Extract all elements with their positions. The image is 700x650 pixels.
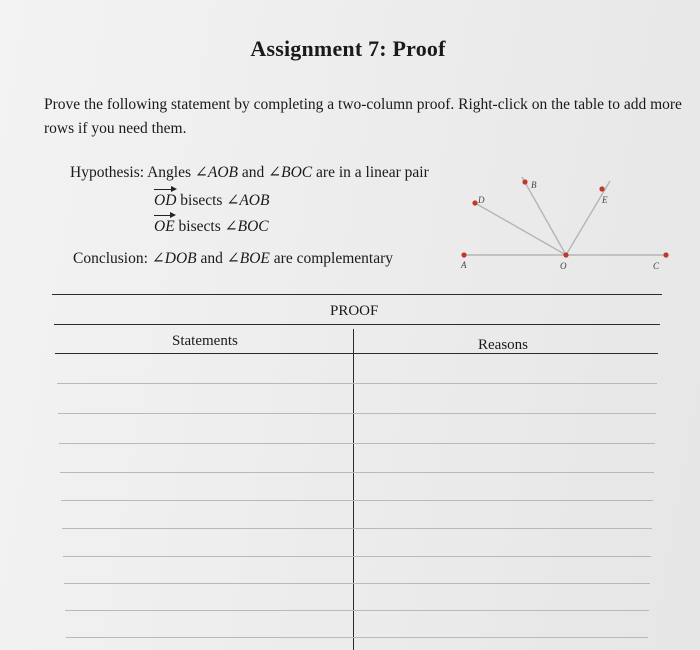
table-row[interactable]: [62, 528, 652, 529]
hypothesis-line-1: [70, 163, 429, 182]
table-row[interactable]: [64, 583, 650, 584]
label-a: A: [461, 260, 467, 270]
conclusion-line: [73, 249, 393, 268]
table-row[interactable]: [57, 383, 657, 384]
bisects-text-1: bisects: [176, 192, 227, 209]
table-row[interactable]: [60, 472, 654, 473]
conclusion-text: are complementary: [269, 250, 393, 267]
label-o: O: [560, 261, 567, 271]
table-row[interactable]: [61, 500, 653, 501]
angle-boc-2: ∠BOC: [224, 218, 269, 235]
instructions-text: Prove the following statement by completing a two-column proof. Right-click on the table to add more rows if you need them.: [44, 96, 682, 137]
table-row[interactable]: [65, 610, 649, 611]
ray-od-line: [475, 203, 566, 255]
label-b: B: [531, 180, 537, 190]
label-e: E: [602, 195, 608, 205]
point-a: [461, 252, 466, 257]
label-d: D: [478, 195, 485, 205]
hypothesis-label: Hypothesis:: [70, 164, 145, 181]
conclusion-label: Conclusion:: [73, 250, 148, 267]
hypothesis-text-a: Angles: [147, 164, 195, 181]
statements-header: Statements: [172, 333, 238, 349]
table-row[interactable]: [63, 556, 651, 557]
page-title: Assignment 7: Proof: [250, 36, 446, 61]
angle-aob: ∠AOB: [194, 164, 239, 181]
table-row[interactable]: [66, 637, 648, 638]
hypothesis-line-3: [154, 217, 269, 236]
point-e: [599, 186, 604, 191]
header-top-rule: [54, 324, 660, 325]
point-d: [472, 200, 477, 205]
conclusion-and: and: [196, 250, 227, 267]
bisects-text-2: bisects: [174, 218, 225, 235]
table-row[interactable]: [59, 443, 655, 444]
column-divider: [353, 329, 354, 650]
angle-dob: ∠DOB: [151, 250, 197, 267]
hypothesis-text-b: are in a linear pair: [312, 164, 429, 181]
table-top-rule: [52, 294, 662, 295]
point-c: [663, 252, 668, 257]
hypothesis-and: and: [238, 164, 269, 181]
ray-ob-line: [522, 177, 566, 255]
reasons-header: Reasons: [478, 337, 528, 353]
ray-od: OD: [154, 192, 177, 209]
angle-aob-2: ∠AOB: [226, 192, 270, 209]
ray-oe: OE: [154, 218, 175, 235]
point-o: [563, 252, 568, 257]
table-row[interactable]: [58, 413, 656, 414]
proof-heading: PROOF: [330, 303, 379, 319]
point-b: [522, 179, 527, 184]
angle-diagram: [450, 165, 680, 280]
hypothesis-line-2: [154, 191, 269, 210]
angle-boc: ∠BOC: [268, 164, 313, 181]
angle-boe: ∠BOE: [226, 250, 270, 267]
ray-oe-line: [566, 181, 610, 255]
header-bottom-rule: [55, 353, 658, 354]
label-c: C: [653, 261, 660, 271]
